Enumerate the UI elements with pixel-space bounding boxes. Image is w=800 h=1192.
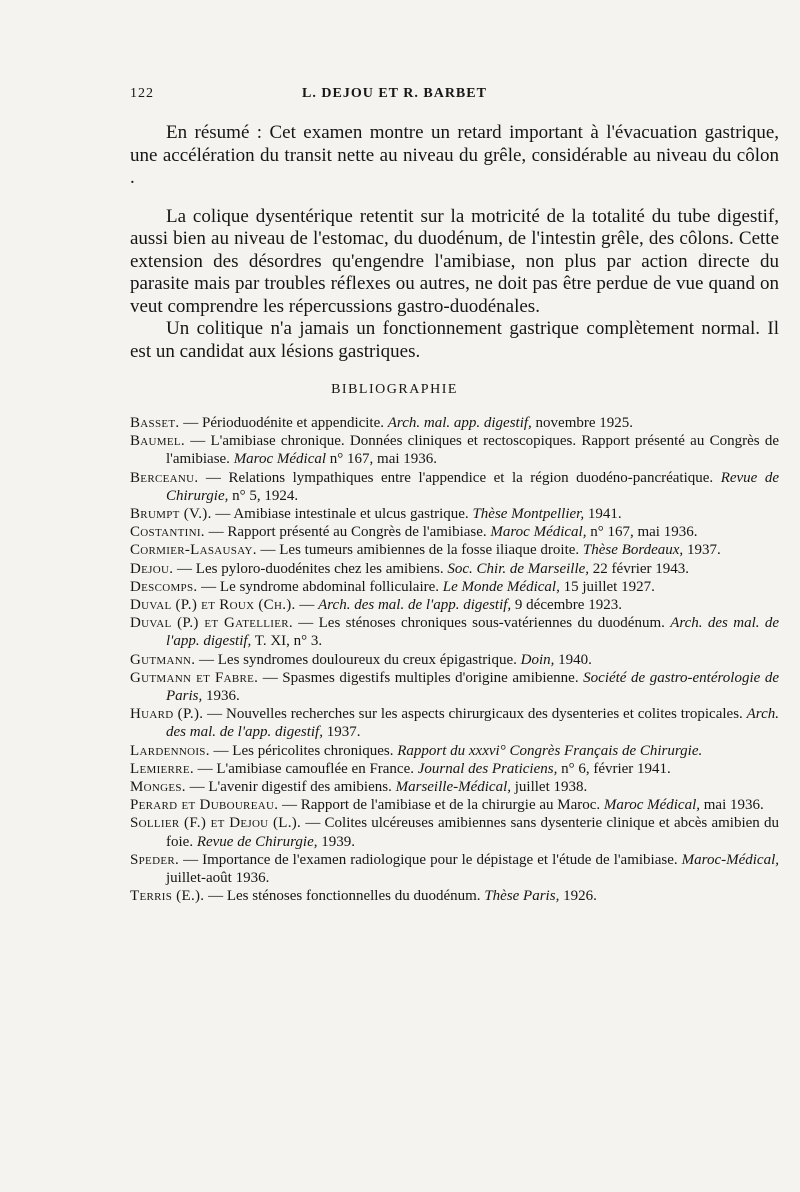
reference-entry	[130, 796, 779, 814]
reference-author: Sollier (F.) et Dejou (L.).	[130, 815, 302, 832]
reference-source: Société de gastro-entérologie de Paris,	[166, 669, 779, 705]
reference-text: —	[295, 597, 319, 614]
reference-entry	[130, 814, 779, 850]
body-text	[130, 122, 779, 363]
reference-entry	[130, 505, 779, 523]
reference-entry	[130, 851, 779, 887]
reference-source: Arch. des mal. de l'app. digestif,	[318, 597, 512, 614]
reference-author: Descomps.	[130, 578, 198, 595]
reference-text: — Importance de l'examen radiologique pour le dépistage et l'étude de l'amibiase.	[179, 851, 682, 868]
reference-source: Revue de Chirurgie,	[166, 469, 779, 504]
reference-details: n° 6, février 1941.	[557, 760, 671, 777]
reference-source: Maroc Médical,	[603, 797, 701, 814]
reference-entry	[130, 742, 779, 760]
reference-entry	[130, 523, 779, 541]
reference-author: Gutmann.	[130, 651, 196, 668]
reference-details: n° 167, mai 1936.	[586, 524, 698, 541]
reference-source: Journal des Praticiens,	[417, 760, 558, 777]
reference-author: Huard (P.).	[130, 706, 204, 723]
reference-text: — Périoduodénite et appendicite.	[179, 415, 388, 431]
reference-details: 22 février 1943.	[589, 560, 690, 577]
reference-source: Soc. Chir. de Marseille,	[447, 560, 590, 577]
reference-entry	[130, 760, 779, 778]
reference-author: Costantini.	[130, 524, 205, 541]
reference-details: 1937.	[322, 724, 361, 741]
reference-text: — Nouvelles recherches sur les aspects chirurgicaux des dysenteries et colites tropicales.	[203, 706, 747, 723]
reference-text: — Relations lympathiques entre l'appendice et la région duodéno-pancréatique.	[198, 469, 721, 486]
reference-text: — Les sténoses fonctionnelles du duodénum.	[204, 888, 485, 905]
page-number: 122	[130, 86, 154, 101]
reference-author: Duval (P.) et Gatellier.	[130, 615, 293, 632]
reference-source: Thèse Bordeaux,	[582, 542, 684, 559]
reference-entry	[130, 578, 779, 596]
reference-source: Marseille-Médical,	[395, 779, 511, 796]
reference-source: Maroc Médical	[233, 451, 327, 468]
reference-text: — Les tumeurs amibiennes de la fosse iliaque droite.	[256, 542, 583, 559]
reference-author: Terris (E.).	[130, 888, 205, 905]
reference-author: Baumel.	[130, 433, 185, 450]
reference-details: 1926.	[559, 888, 597, 905]
bibliography-list	[130, 414, 779, 905]
reference-source: Thèse Paris,	[484, 888, 560, 905]
reference-source: Arch. des mal. de l'app. digestif,	[166, 615, 779, 650]
reference-details: n° 5, 1924.	[228, 487, 299, 504]
reference-text: — Les syndromes douloureux du creux épigastrique.	[195, 651, 521, 668]
running-title: L. DEJOU ET R. BARBET	[302, 86, 487, 101]
reference-details: 1941.	[584, 506, 622, 523]
reference-entry	[130, 778, 779, 796]
reference-source: Doin,	[520, 651, 555, 668]
reference-text: — Le syndrome abdominal folliculaire.	[197, 578, 443, 595]
reference-details: 1936.	[202, 688, 240, 705]
reference-entry	[130, 414, 779, 432]
reference-source: Maroc Médical,	[490, 524, 587, 541]
paragraph: La colique dysentérique retentit sur la motricité de la totalité du tube digestif, aussi bien au niveau de l'estomac, du duodénum, de l'intestin grêle, des côlons. Cette extension des désordres qu'engendre l'amibiase, non plus par action directe du parasite mais par troubles réflexes ou autres, ne doit pas être perdue de vue quand on veut comprendre les répercussions gastro-duodénales.	[130, 205, 779, 317]
reference-text: — Spasmes digestifs multiples d'origine amibienne.	[258, 669, 584, 686]
reference-entry	[130, 596, 779, 614]
reference-author: Duval (P.) et Roux (Ch.).	[130, 597, 296, 614]
reference-text: — Rapport présenté au Congrès de l'amibiase.	[204, 524, 491, 541]
reference-source: Maroc-Médical,	[681, 851, 779, 868]
reference-author: Lemierre.	[130, 760, 194, 777]
reference-entry	[130, 669, 779, 705]
reference-entry	[130, 614, 779, 650]
reference-text: — Amibiase intestinale et ulcus gastrique.	[211, 506, 473, 523]
reference-entry	[130, 887, 779, 905]
reference-entry	[130, 651, 779, 669]
reference-source: Arch. des mal. de l'app. digestif,	[166, 706, 779, 741]
reference-source: Revue de Chirurgie,	[196, 833, 318, 850]
reference-author: Perard et Duboureau.	[130, 797, 279, 814]
reference-text: — Les sténoses chroniques sous-vatériennes du duodénum.	[292, 615, 671, 632]
reference-author: Dejou.	[130, 560, 174, 577]
reference-author: Speder.	[130, 851, 180, 868]
reference-source: Thèse Montpellier,	[472, 506, 585, 523]
reference-text: — Les pyloro-duodénites chez les amibiens.	[173, 560, 448, 577]
paragraph: En résumé : Cet examen montre un retard important à l'évacuation gastrique, une accélération du transit nette au niveau du grêle, considérable au niveau du côlon .	[130, 122, 779, 188]
reference-entry	[130, 541, 779, 559]
reference-details: 15 juillet 1927.	[559, 578, 655, 595]
reference-details: 9 décembre 1923.	[511, 597, 622, 614]
reference-author: Brumpt (V.).	[130, 506, 212, 523]
reference-details: mai 1936.	[700, 797, 764, 814]
reference-author: Monges.	[130, 779, 186, 796]
reference-source: Le Monde Médical,	[442, 578, 560, 595]
reference-details: juillet-août 1936.	[166, 870, 270, 887]
reference-entry	[130, 560, 779, 578]
reference-details: 1940.	[554, 651, 592, 668]
reference-text: — Les péricolites chroniques.	[209, 742, 398, 759]
paragraph: Un colitique n'a jamais un fonctionnement gastrique complètement normal. Il est un candidat aux lésions gastriques.	[130, 318, 779, 362]
reference-details: 1939.	[317, 833, 355, 850]
reference-author: Lardennois.	[130, 742, 210, 759]
reference-entry	[130, 705, 779, 741]
reference-author: Cormier-Lasausay.	[130, 542, 257, 559]
reference-author: Basset.	[130, 415, 180, 431]
reference-details: juillet 1938.	[511, 779, 588, 796]
reference-entry	[130, 469, 779, 505]
reference-author: Berceanu.	[130, 469, 199, 486]
reference-details: n° 167, mai 1936.	[326, 451, 438, 468]
reference-text: — L'avenir digestif des amibiens.	[185, 779, 396, 796]
reference-details: T. XI, n° 3.	[251, 633, 323, 650]
bibliography-title: BIBLIOGRAPHIE	[331, 382, 458, 397]
reference-details: novembre 1925.	[531, 415, 634, 431]
reference-entry	[130, 432, 779, 468]
reference-text: — L'amibiase chronique. Données cliniques et rectoscopiques. Rapport présenté au Congrès de l'amibiase.	[166, 433, 779, 468]
reference-text: — Colites ulcéreuses amibiennes sans dysenterie clinique et abcès amibien du foie.	[166, 815, 779, 850]
reference-text: — Rapport de l'amibiase et de la chirurgie au Maroc.	[278, 797, 604, 814]
reference-source: Arch. mal. app. digestif,	[387, 415, 532, 431]
reference-details: 1937.	[683, 542, 721, 559]
reference-author: Gutmann et Fabre.	[130, 669, 259, 686]
reference-source: Rapport du xxxvi° Congrès Français de Chirurgie.	[397, 742, 703, 759]
reference-text: — L'amibiase camouflée en France.	[193, 760, 418, 777]
